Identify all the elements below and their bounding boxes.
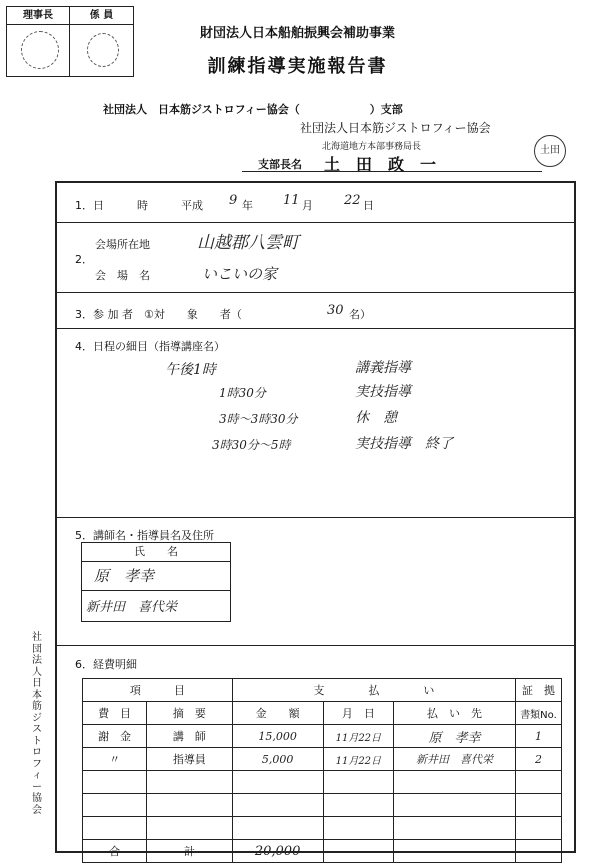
date-header: 月 日 [323, 702, 394, 725]
branch-head-name: 土 田 政 一 [324, 155, 437, 174]
report-title: 訓練指導実施報告書 [207, 56, 388, 77]
table-row [83, 794, 562, 817]
instructor-name: 新井田 喜代栄 [86, 600, 178, 615]
venue-name: いこいの家 [202, 265, 278, 283]
date-year: 9 [229, 193, 238, 208]
side-org-text: 社団法人日本筋ジストロフィー協会 [32, 632, 42, 816]
branch-head-seal: 土田 [534, 135, 566, 167]
instructor-names-box [81, 542, 231, 622]
instructor-name: 原 孝幸 [94, 567, 155, 585]
venue-address: 山越郡八雲町 [197, 233, 299, 253]
schedule-item: 休 憩 [355, 410, 397, 426]
schedule-time: 3時～3時30分 [219, 412, 298, 426]
report-form: 1．日 時 平成 9 年 11 月 22 日 2． 会場所在地 山越郡八雲町 会 場 名 いこいの家 3．参 加 者 ①対 象 者（ 30 名） 4．日程の細目（指導講座名） 午後1時 講義指導 1時30分 実技指導 3時～3時30分 休 憩 3時30分～5時 実技指導 終了 5．講師名・指導員名及住所 氏 名 原 孝幸 新井田 喜代栄 6．経費明細 項 目 支 払 い 証 拠 費 目 摘 要 金 額 月 日 払 い 先 書類No. 謝 金 講 師 15,000 11月22日 原 孝幸 1 〃 指導員 5,000 11月22日 新井田 喜代栄 2 合 計 20,000 [55, 181, 576, 853]
staff-label: 係 員 [70, 7, 133, 25]
receipt-no-header: 書類No. [515, 702, 561, 725]
participants-count: 30 [327, 303, 344, 318]
schedule-time: 3時30分～5時 [212, 438, 291, 452]
venue-section-num: 2． [75, 253, 93, 266]
branch-head-underline [242, 171, 542, 172]
org-stamp-text: 社団法人日本筋ジストロフィー協会 [300, 121, 491, 135]
table-row [83, 771, 562, 794]
total-label: 合 [83, 840, 147, 863]
table-row: 〃 指導員 5,000 11月22日 新井田 喜代栄 2 [83, 748, 562, 771]
payment-header: 支 払 い [232, 679, 515, 702]
desc-header: 摘 要 [147, 702, 233, 725]
date-label: 1．日 時 平成 [75, 199, 203, 212]
org-line: 社団法人 日本筋ジストロフィー協会（ ）支部 [103, 103, 403, 116]
total-row [83, 840, 562, 863]
payee-header: 払 い 先 [394, 702, 516, 725]
expenses-label: 6．経費明細 [75, 658, 137, 671]
subsidy-line: 財団法人日本船舶振興会補助事業 [199, 26, 395, 41]
total-label: 計 [147, 840, 233, 863]
participants-label: 3．参 加 者 ①対 象 者（ [75, 308, 242, 321]
schedule-item: 実技指導 [355, 384, 411, 400]
date-month: 11 [283, 193, 300, 208]
instructor-name-header: 氏 名 [82, 543, 230, 562]
item-header: 項 目 [83, 679, 233, 702]
receipt-header: 証 拠 [515, 679, 561, 702]
date-day: 22 [344, 193, 361, 208]
venue-address-label: 会場所在地 [95, 238, 150, 251]
expenses-table [82, 678, 562, 863]
branch-head-label: 支部長名 [258, 158, 302, 171]
schedule-item: 講義指導 [355, 360, 411, 376]
org-sub-text: 北海道地方本部事務局長 [322, 142, 422, 152]
table-row [83, 817, 562, 840]
schedule-item: 実技指導 終了 [355, 436, 453, 452]
cost-header: 費 目 [83, 702, 147, 725]
instructors-label: 5．講師名・指導員名及住所 [75, 529, 214, 542]
venue-name-label: 会 場 名 [95, 269, 150, 282]
amount-header: 金 額 [232, 702, 323, 725]
schedule-label: 4．日程の細目（指導講座名） [75, 340, 225, 353]
schedule-time: 午後1時 [165, 362, 216, 378]
schedule-time: 1時30分 [219, 386, 266, 400]
chairman-label: 理事長 [7, 7, 69, 25]
table-row: 謝 金 講 師 15,000 11月22日 原 孝幸 1 [83, 725, 562, 748]
total-amount: 20,000 [232, 840, 323, 863]
